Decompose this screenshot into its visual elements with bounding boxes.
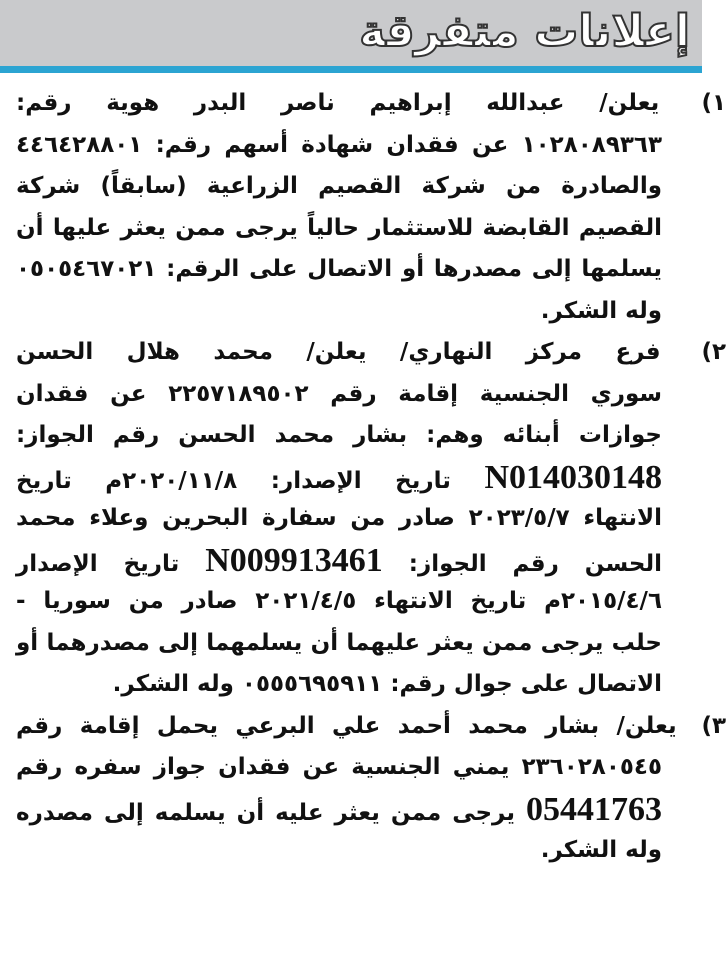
ad-line [16, 706, 726, 748]
ad-line: القصيم القابضة للاستثمار حالياً يرجى ممن يعثر عليها أن [16, 214, 662, 241]
ad-line [16, 789, 694, 831]
ad-text: تاريخ الإصدار [16, 550, 180, 577]
ad-1 [16, 83, 726, 332]
ad-line [16, 332, 726, 374]
ad-text: يعلن/ عبدالله إبراهيم ناصر البدر هوية رقم: [16, 90, 660, 116]
ad-2 [16, 332, 726, 706]
section-header [0, 0, 702, 66]
ad-number: ١) [701, 90, 726, 116]
ad-text: يعلن/ بشار محمد أحمد علي البرعي يحمل إقامة رقم [16, 712, 677, 739]
ad-3 [16, 706, 726, 872]
passport-number: N009913461 [205, 541, 383, 579]
ad-line [16, 83, 726, 125]
ad-number: ٣) [701, 712, 726, 739]
ad-line [16, 457, 694, 499]
section-title: إعلانات متفرقة [359, 6, 690, 57]
ad-text: تاريخ الإصدار: ٢٠٢٠/١١/٨م تاريخ [16, 467, 451, 494]
ad-line: الانتهاء ٢٠٢٣/٥/٧ صادر من سفارة البحرين وعلاء محمد [16, 505, 662, 531]
ad-number: ٢) [701, 339, 726, 365]
ad-line: ١٠٢٨٠٨٩٣٦٣ عن فقدان شهادة أسهم رقم: ٤٤٦٤٢٨٨٠١ [16, 131, 662, 158]
header-divider [0, 66, 702, 73]
ad-line: والصادرة من شركة القصيم الزراعية (سابقاً) شركة [16, 173, 662, 199]
passport-number: 05441763 [526, 790, 662, 828]
ad-line: جوازات أبنائه وهم: بشار محمد الحسن رقم الجواز: [16, 422, 662, 448]
passport-number: N014030148 [484, 458, 662, 496]
ad-line: حلب يرجى ممن يعثر عليهما أن يسلمهما إلى مصدرهما أو [16, 629, 662, 656]
ad-text: الحسن رقم الجواز: [408, 550, 662, 577]
ad-line: وله الشكر. [540, 297, 662, 324]
ad-text: فرع مركز النهاري/ يعلن/ محمد هلال الحسن [16, 339, 661, 365]
ad-line: الاتصال على جوال رقم: ٠٥٥٥٦٩٥٩١١ وله الشكر. [112, 671, 662, 697]
ads-content [0, 73, 726, 872]
ad-line: يسلمها إلى مصدرها أو الاتصال على الرقم: ٠٥٠٥٤٦٧٠٢١ [16, 256, 662, 282]
ad-line: سوري الجنسية إقامة رقم ٢٢٥٧١٨٩٥٠٢ عن فقدان [16, 380, 662, 407]
ad-text: يرجى ممن يعثر عليه أن يسلمه إلى مصدره [16, 799, 515, 826]
ad-line: ٢٣٦٠٢٨٠٥٤٥ يمني الجنسية عن فقدان جواز سفره رقم [16, 754, 662, 780]
ad-line [16, 540, 694, 582]
ad-line: وله الشكر. [540, 837, 662, 863]
ad-line: ٢٠١٥/٤/٦م تاريخ الانتهاء ٢٠٢١/٤/٥ صادر من سوريا - [16, 588, 662, 614]
